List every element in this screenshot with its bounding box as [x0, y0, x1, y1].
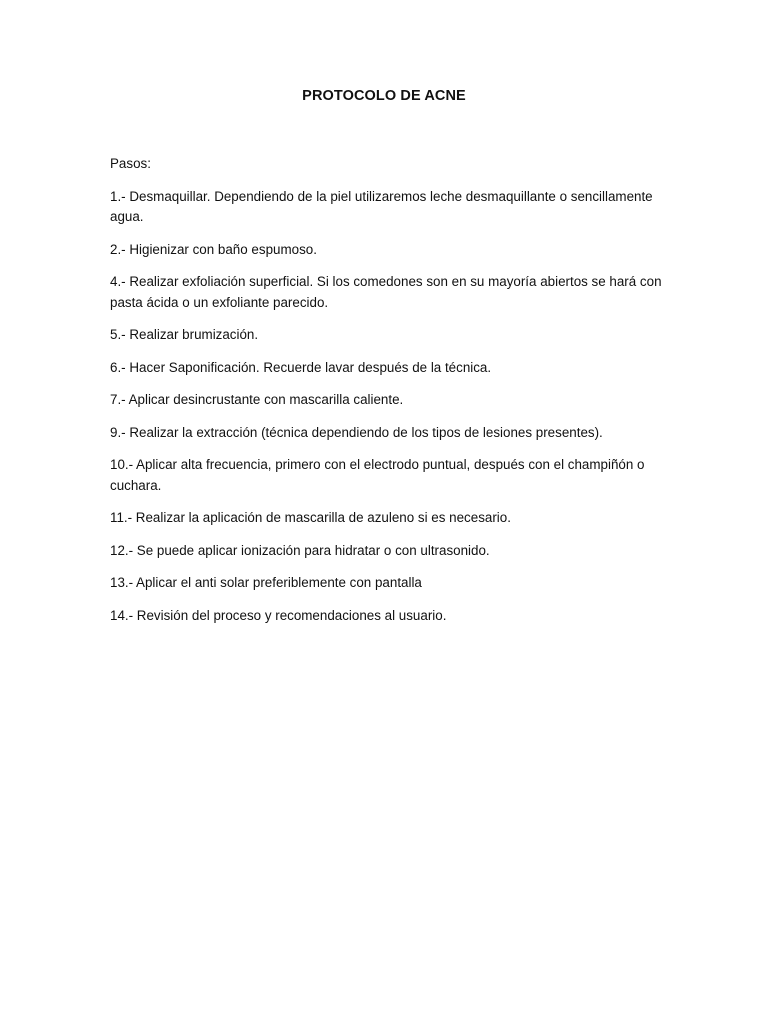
document-body [110, 154, 666, 638]
steps-heading: Pasos: [110, 156, 151, 171]
step-item: 6.- Hacer Saponificación. Recuerde lavar después de la técnica. [110, 359, 492, 375]
step-item: 13.- Aplicar el anti solar preferiblemente con pantalla [110, 575, 422, 590]
step-item: 11.- Realizar la aplicación de mascarilla de azuleno si es necesario. [110, 510, 511, 525]
step-item: 5.- Realizar brumización. [110, 327, 259, 342]
step-item: 12.- Se puede aplicar ionización para hidratar o con ultrasonido. [110, 542, 490, 558]
step-item: 2.- Higienizar con baño espumoso. [110, 241, 317, 257]
step-item: 9.- Realizar la extracción (técnica dependiendo de los tipos de lesiones presentes). [110, 424, 603, 440]
document-title: PROTOCOLO DE ACNE [302, 88, 466, 104]
step-item: 14.- Revisión del proceso y recomendaciones al usuario. [110, 607, 447, 623]
step-item: 10.- Aplicar alta frecuencia, primero con el electrodo puntual, después con el champiñón o cuchara. [110, 457, 645, 493]
step-item: 1.- Desmaquillar. Dependiendo de la piel utilizaremos leche desmaquillante o sencillamente agua. [110, 188, 653, 224]
step-item: 7.- Aplicar desincrustante con mascarilla caliente. [110, 392, 404, 407]
step-item: 4.- Realizar exfoliación superficial. Si los comedones son en su mayoría abiertos se hará con pasta ácida o un exfoliante parecido. [110, 274, 662, 310]
